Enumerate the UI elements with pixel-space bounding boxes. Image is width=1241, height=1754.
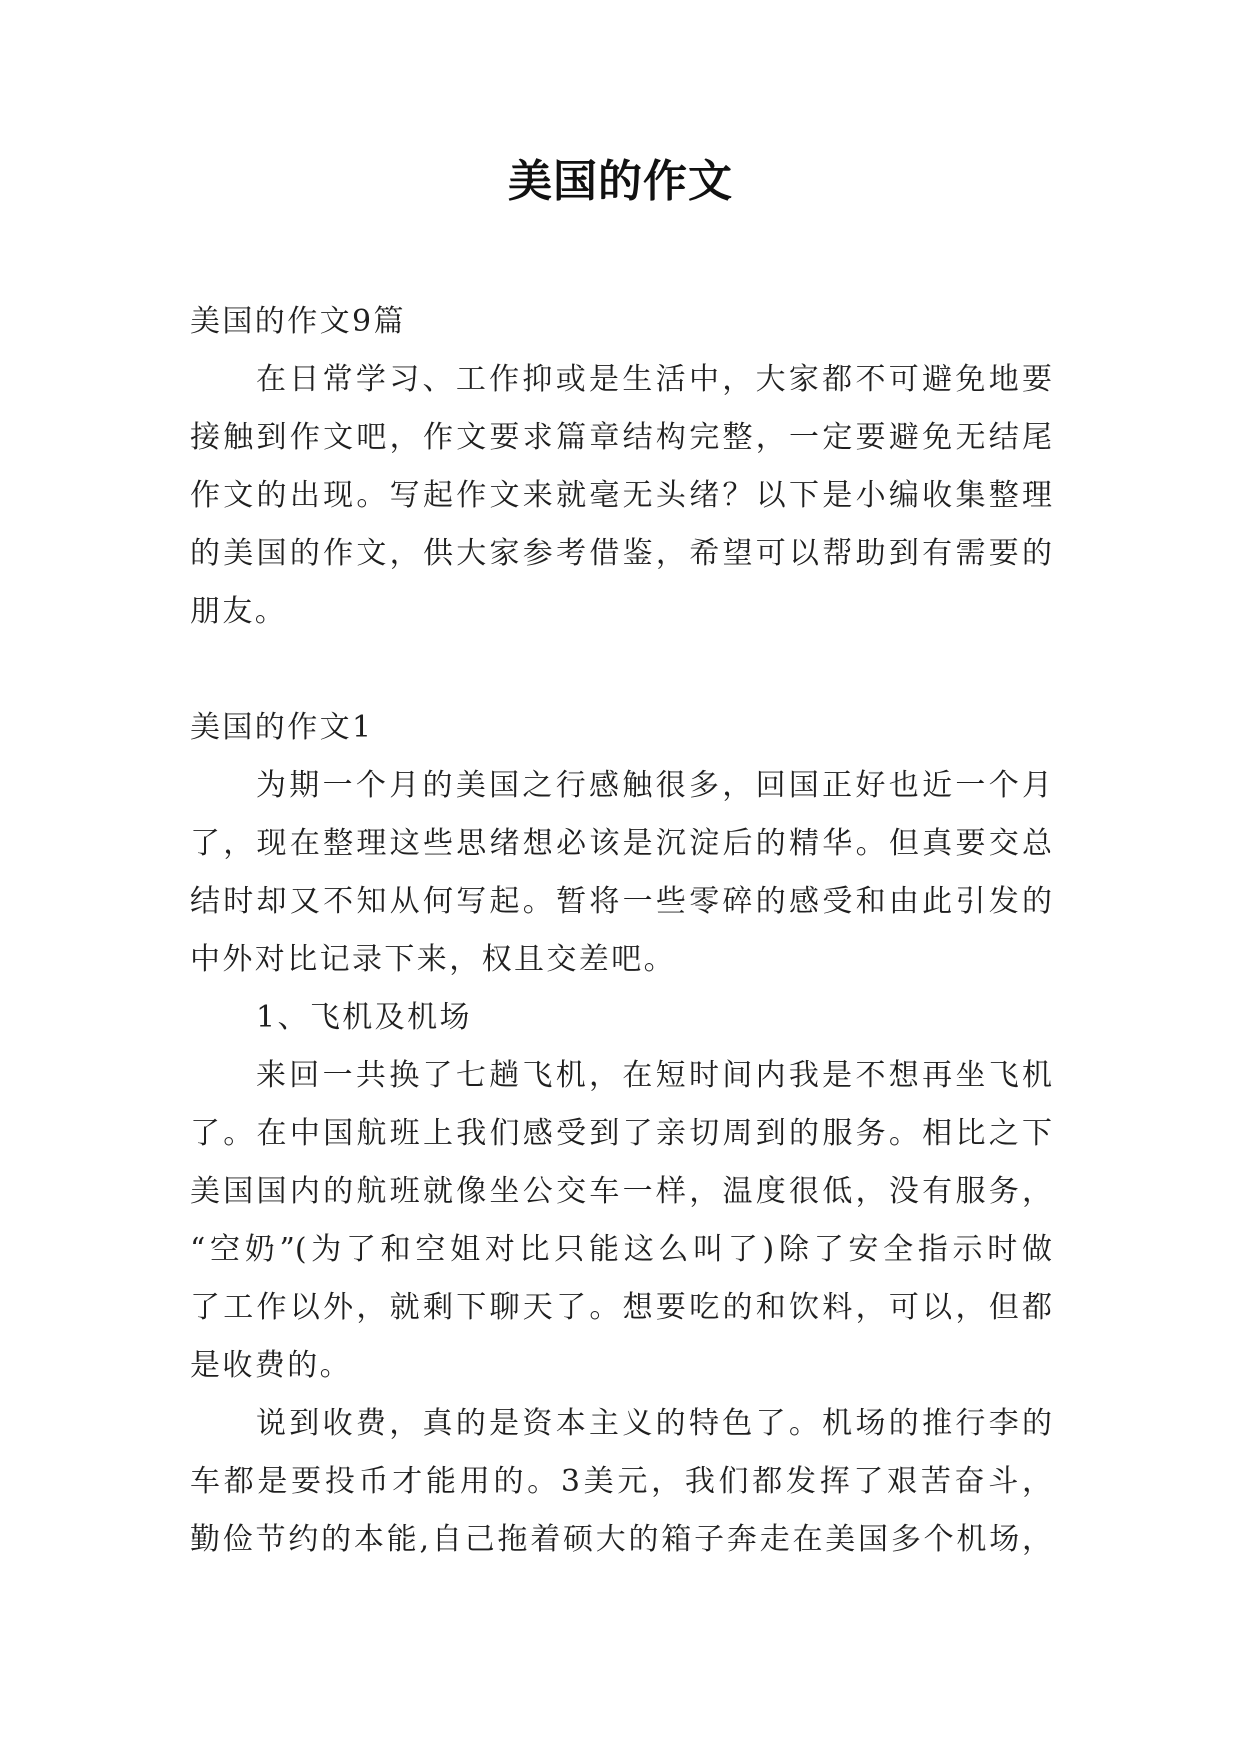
paragraph-2 [190,1047,1052,1395]
document-title: 美国的作文 [508,156,733,207]
paragraph-line: 中外对比记录下来，权且交差吧。 [190,942,676,977]
item-heading: 1、飞机及机场 [256,1000,472,1035]
paragraph-3 [190,1395,1052,1569]
paragraph-line: 作文的出现。写起作文来就毫无头绪？以下是小编收集整理 [190,478,1052,513]
paragraph-line: 接触到作文吧，作文要求篇章结构完整，一定要避免无结尾 [190,420,1052,455]
blank-line [190,641,1052,699]
paragraph-line: 勤俭节约的本能,自己拖着硕大的箱子奔走在美国多个机场， [190,1522,1052,1557]
paragraph-line: 了。在中国航班上我们感受到了亲切周到的服务。相比之下 [190,1116,1052,1151]
paragraph-line: 在日常学习、工作抑或是生活中，大家都不可避免地要 [256,362,1052,397]
paragraph-line: “空奶”(为了和空姐对比只能这么叫了)除了安全指示时做 [190,1232,1052,1267]
paragraph-line: 美国国内的航班就像坐公交车一样，温度很低，没有服务， [190,1174,1052,1209]
section-heading: 美国的作文1 [190,710,374,745]
intro-paragraph [190,351,1052,641]
document-subtitle: 美国的作文9篇 [190,304,406,339]
paragraph-line: 结时却又不知从何写起。暂将一些零碎的感受和由此引发的 [190,884,1052,919]
paragraph-line: 来回一共换了七趟飞机，在短时间内我是不想再坐飞机 [256,1058,1052,1093]
paragraph-line: 了工作以外，就剩下聊天了。想要吃的和饮料，可以，但都 [190,1290,1052,1325]
paragraph-line: 了，现在整理这些思绪想必该是沉淀后的精华。但真要交总 [190,826,1052,861]
paragraph-line: 说到收费，真的是资本主义的特色了。机场的推行李的 [256,1406,1052,1441]
paragraph-line: 的美国的作文，供大家参考借鉴，希望可以帮助到有需要的 [190,536,1052,571]
paragraph-line: 为期一个月的美国之行感触很多，回国正好也近一个月 [256,768,1052,803]
paragraph-line: 车都是要投币才能用的。3美元，我们都发挥了艰苦奋斗， [190,1464,1052,1499]
paragraph-line: 朋友。 [190,594,288,629]
document-body [190,293,1052,1569]
paragraph-line: 是收费的。 [190,1348,352,1383]
paragraph-1 [190,757,1052,989]
